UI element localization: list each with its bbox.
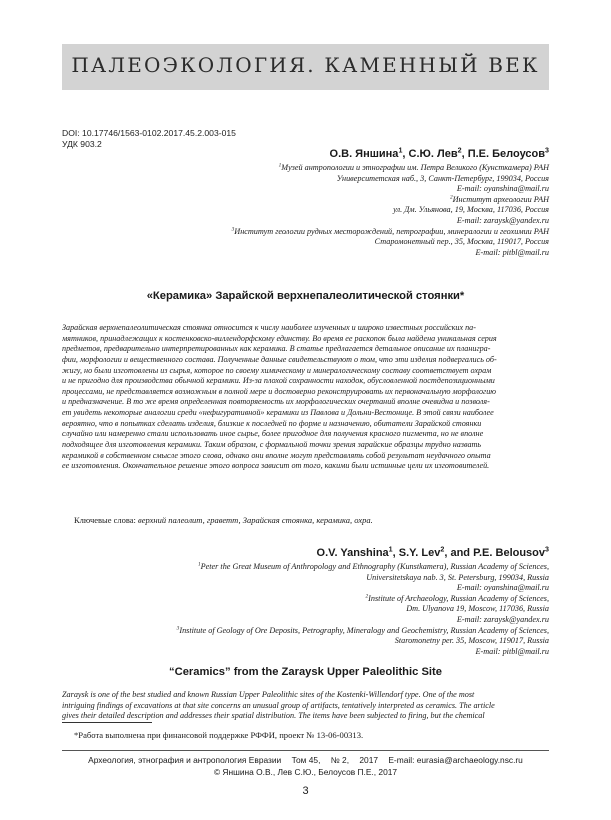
authors-en: O.V. Yanshina$^1$, S.Y. Lev$^2$, and P.E. Belousov$^3$ [316, 545, 549, 559]
abstract-line: фии, морфологии и вещественного состава. Полученные данные свидетельствуют о том, что эти изделия подвергались об- [62, 354, 497, 364]
author-name: П.Е. Белоусов [467, 148, 546, 160]
affiliation-line [79, 227, 549, 238]
affiliation-line: Staromonetny per. 35, Moscow, 119017, Russia [394, 636, 549, 646]
section-title: ПАЛЕОЭКОЛОГИЯ. КАМЕННЫЙ ВЕК [71, 53, 540, 77]
journal-name: Археология, этнография и антропология Евразии [88, 755, 282, 765]
abstract-line: подходящее для изготовления керамики. Таким образом, с формальной точки зрения зарайские образцы трудно назвать [62, 439, 482, 449]
aff-sup: 1 [197, 561, 201, 568]
author-name: С.Ю. Лев [408, 148, 458, 160]
udk: УДК 903.2 [62, 138, 102, 149]
abstract-line: предметов, предварительно интерпретированных как керамика. В статье предлагается детальное описание их планигра- [62, 344, 491, 354]
journal-email: E-mail: eurasia@archaeology.nsc.ru [388, 755, 523, 765]
journal-line [0, 755, 611, 765]
affiliation-line: ул. Дм. Ульянова, 19, Москва, 117036, Россия [393, 205, 549, 215]
affiliation-line [79, 626, 549, 637]
abstract-line: Зарайская верхнепалеолитическая стоянка относится к числу наиболее изученных и широко известных российских па- [62, 323, 476, 332]
author-name: S.Y. Lev [398, 547, 441, 559]
journal-issue: № 2, [330, 755, 350, 765]
abstract-line: gives their detailed description and addresses their spatial distribution. The items have been subjected to firing, but the chemical [62, 711, 485, 721]
affiliation-line: Старомонетный пер., 35, Москва, 119017, Россия [374, 237, 549, 247]
affiliation-email: E-mail: pitbl@mail.ru [475, 646, 549, 656]
author-sup: 1 [388, 545, 393, 554]
aff-sup: 2 [449, 194, 453, 201]
author-sup: 2 [440, 545, 445, 554]
article-title-en: “Ceramics” from the Zaraysk Upper Paleolithic Site [169, 666, 442, 678]
author-sup: 1 [398, 146, 403, 155]
abstract-line: ее изготовления. Окончательное решение этого вопроса зависит от того, какими были истинные цели их изготовителей. [62, 461, 490, 471]
aff-sup: 3 [176, 624, 180, 631]
abstract-line: ет увидеть некоторые аналогии среди «нефигуративной» керамики из Павлова и Дольни-Вестонице. В этой связи наиболее [62, 408, 494, 417]
abstract-en [62, 690, 549, 722]
affiliation-line: Dm. Ulyanova 19, Moscow, 117036, Russia [406, 604, 549, 614]
journal-volume: Том 45, [291, 755, 321, 765]
abstract-line: случайно или намеренно стали использовать иное сырье, более пригодное для получения красного пигмента, но не вполне [62, 429, 484, 439]
aff-sup: 2 [365, 593, 369, 600]
aff-text: Institute of Geology of Ore Deposits, Petrography, Mineralogy and Geochemistry, Russian Academy of Sciences, [179, 625, 549, 635]
author-sup: 2 [457, 146, 462, 155]
affiliation-email: E-mail: pitbl@mail.ru [475, 247, 549, 257]
journal-year: 2017 [359, 755, 379, 765]
doi: DOI: 10.17746/1563-0102.2017.45.2.003-015 [62, 128, 236, 138]
aff-text: Institute of Archaeology, Russian Academy of Sciences, [368, 593, 549, 603]
footnote: *Работа выполнена при финансовой поддержке РФФИ, проект № 13-06-00313. [74, 730, 364, 740]
abstract-ru [62, 323, 549, 472]
affiliation-email: E-mail: zaraysk@yandex.ru [456, 614, 549, 624]
affiliation-line: Университетская наб., 3, Санкт-Петербург, 199034, Россия [336, 173, 549, 183]
author-name: О.В. Яншина [329, 148, 399, 160]
footer-rule [62, 750, 549, 751]
aff-text: Peter the Great Museum of Anthropology and Ethnography (Kunstkamera), Russian Academy of Sciences, [200, 562, 549, 571]
affiliations-ru [79, 163, 549, 258]
article-title-ru: «Керамика» Зарайской верхнепалеолитической стоянки* [146, 290, 465, 302]
affiliation-line [79, 562, 549, 573]
section-banner [62, 44, 549, 90]
aff-text: Институт геологии рудных месторождений, петрографии, минералогии и геохимии РАН [234, 226, 549, 236]
abstract-line: керамикой в собственном смысле этого слова, однако они вполне могут представлять собой результат неудачного опыта [62, 450, 491, 460]
abstract-line: и предназначение. В то же время определенная повторяемость их морфологических очертаний вполне очевидна и позволя- [62, 397, 490, 407]
affiliation-email: E-mail: oyanshina@mail.ru [456, 184, 549, 194]
affiliation-line [79, 594, 549, 605]
aff-text: Институт археологии РАН [452, 194, 549, 204]
abstract-line: жигу, но были изготовлены из сырья, которое по своему химическому и минералогическому составу соответствует охрам [62, 365, 492, 375]
affiliation-line [79, 195, 549, 206]
affiliation-line: Universitetskaya nab. 3, St. Petersburg, 199034, Russia [366, 572, 549, 582]
footnote-rule [62, 722, 152, 723]
abstract-line: и не пригодно для производства обычной керамики. Из-за плохой сохранности находок, обусловленной постдепозиционными [62, 376, 495, 386]
abstract-line: процессами, не представляется возможным в полной мере и достоверно реконструировать их первоначальную морфологию [62, 386, 496, 396]
keywords-value: верхний палеолит, граветт, Зарайская стоянка, керамика, охра. [138, 515, 373, 525]
authors-ru: О.В. Яншина$^1$, С.Ю. Лев$^2$, П.Е. Белоусов$^3$ [329, 146, 549, 160]
author-name: O.V. Yanshina [316, 547, 389, 559]
aff-sup: 1 [278, 162, 282, 169]
affiliation-line [79, 163, 549, 174]
affiliations-en [79, 562, 549, 657]
aff-sup: 3 [231, 225, 235, 232]
affiliation-email: E-mail: oyanshina@mail.ru [456, 583, 549, 593]
aff-text: Музей антропологии и этнографии им. Петра Великого (Кунсткамера) РАН [281, 163, 549, 172]
doi-block [62, 128, 236, 149]
abstract-line: мятников, принадлежащих к костенковско-виллендорфскому единству. Во время ее раскопок была найдена уникальная серия [62, 333, 497, 343]
abstract-line: intriguing findings of excavations at that site concerns an unusual group of artifacts, tentatively interpreted as ceramics. The article [62, 700, 495, 710]
author-sup: 3 [545, 545, 549, 554]
keywords-label: Ключевые слова: [74, 515, 136, 525]
author-sup: 3 [545, 146, 549, 155]
copyright: © Яншина О.В., Лев С.Ю., Белоусов П.Е., 2017 [213, 767, 398, 777]
page-number: 3 [302, 785, 309, 797]
abstract-line: вероятно, что в попытках сделать изделия, близкие к последней по форме и назначению, обитатели Зарайской стоянки [62, 418, 482, 428]
author-name: P.E. Belousov [473, 547, 546, 559]
affiliation-email: E-mail: zaraysk@yandex.ru [456, 215, 549, 225]
abstract-line: Zaraysk is one of the best studied and known Russian Upper Paleolithic sites of the Kostenki-Willendorf type. One of the most [62, 690, 475, 699]
keywords-ru [74, 515, 373, 525]
